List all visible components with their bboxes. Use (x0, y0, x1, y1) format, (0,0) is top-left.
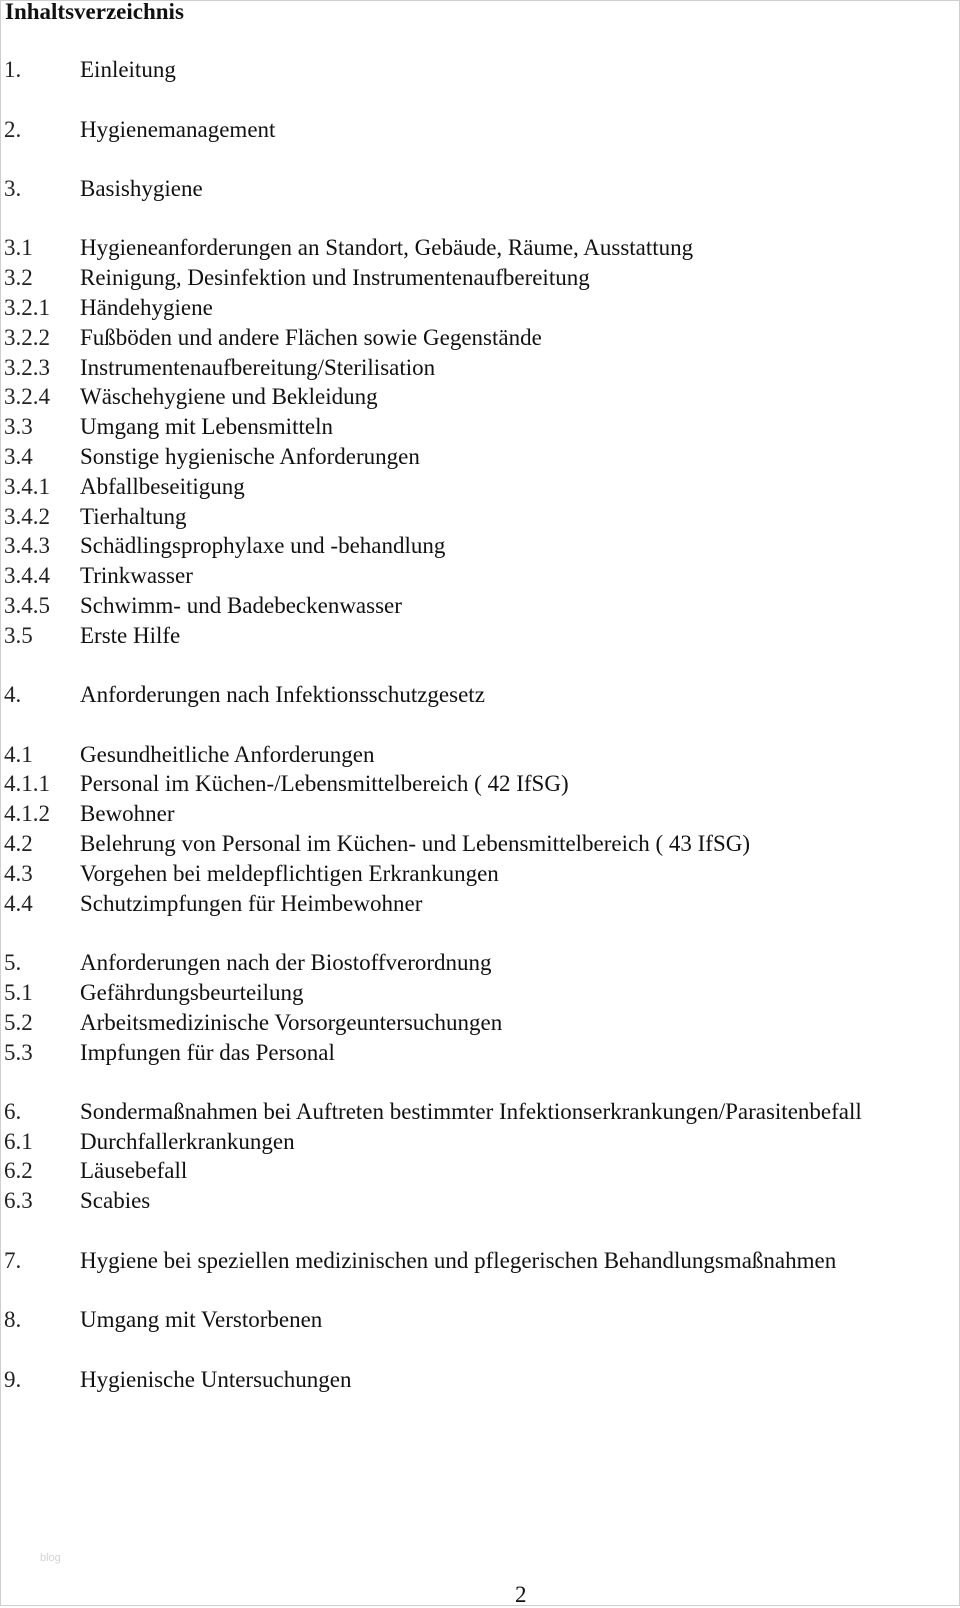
toc-title: Bewohner (80, 801, 175, 826)
toc-title: Anforderungen nach der Biostoffverordnung (80, 950, 492, 975)
toc-title: Personal im Küchen-/Lebensmittelbereich ( 42 IfSG) (80, 771, 569, 796)
toc-number: 6.3 (4, 1188, 33, 1213)
toc-number: 4.1.1 (4, 771, 50, 796)
toc-title: Reinigung, Desinfektion und Instrumentenaufbereitung (80, 265, 590, 290)
toc-title: Tierhaltung (80, 504, 187, 529)
toc-title: Fußböden und andere Flächen sowie Gegenstände (80, 325, 542, 350)
toc-title: Einleitung (80, 57, 176, 82)
toc-number: 4.3 (4, 861, 33, 886)
toc-title: Wäschehygiene und Bekleidung (80, 384, 378, 409)
toc-number: 3.4.4 (4, 563, 50, 588)
toc-number: 9. (4, 1367, 22, 1392)
toc-number: 5. (4, 950, 22, 975)
page-number: 2 (515, 1582, 527, 1607)
toc-number: 5.3 (4, 1040, 33, 1065)
toc-title: Schwimm- und Badebeckenwasser (80, 593, 402, 618)
toc-title: Basishygiene (80, 176, 203, 201)
watermark: blog (40, 1552, 61, 1564)
toc-title: Sondermaßnahmen bei Auftreten bestimmter Infektionserkrankungen/Parasitenbefall (80, 1099, 862, 1124)
toc-number: 3.4 (4, 444, 33, 469)
toc-title: Durchfallerkrankungen (80, 1129, 295, 1154)
toc-title: Hygienemanagement (80, 117, 276, 142)
toc-title: Impfungen für das Personal (80, 1040, 335, 1065)
toc-number: 3.3 (4, 414, 33, 439)
toc-number: 3. (4, 176, 22, 201)
toc-title: Vorgehen bei meldepflichtigen Erkrankungen (80, 861, 499, 886)
toc-number: 6.1 (4, 1129, 33, 1154)
toc-title: Hygiene bei speziellen medizinischen und pflegerischen Behandlungsmaßnahmen (80, 1248, 837, 1273)
toc-number: 2. (4, 117, 22, 142)
toc-number: 5.2 (4, 1010, 33, 1035)
toc-title: Händehygiene (80, 295, 213, 320)
toc-number: 4.1 (4, 742, 33, 767)
toc-title: Arbeitsmedizinische Vorsorgeuntersuchungen (80, 1010, 503, 1035)
toc-number: 4.4 (4, 891, 33, 916)
toc-number: 3.4.2 (4, 504, 50, 529)
toc-number: 3.2.2 (4, 325, 50, 350)
toc-number: 3.1 (4, 235, 33, 260)
toc-title: Umgang mit Lebensmitteln (80, 414, 333, 439)
page-title: Inhaltsverzeichnis (5, 0, 184, 24)
toc-title: Belehrung von Personal im Küchen- und Lebensmittelbereich ( 43 IfSG) (80, 831, 751, 856)
toc-number: 3.4.3 (4, 533, 50, 558)
toc-title: Scabies (80, 1188, 151, 1213)
toc-number: 5.1 (4, 980, 33, 1005)
toc-number: 3.2.1 (4, 295, 50, 320)
toc-number: 3.4.1 (4, 474, 50, 499)
toc-title: Erste Hilfe (80, 623, 181, 648)
toc-title: Läusebefall (80, 1158, 188, 1183)
toc-title: Gefährdungsbeurteilung (80, 980, 304, 1005)
toc-title: Hygienische Untersuchungen (80, 1367, 352, 1392)
toc-title: Hygieneanforderungen an Standort, Gebäude, Räume, Ausstattung (80, 235, 694, 260)
toc-number: 3.4.5 (4, 593, 50, 618)
toc-title: Anforderungen nach Infektionsschutzgesetz (80, 682, 485, 707)
toc-number: 4. (4, 682, 22, 707)
toc-number: 7. (4, 1248, 22, 1273)
toc-number: 3.2.3 (4, 355, 50, 380)
toc-number: 3.2 (4, 265, 33, 290)
toc-title: Umgang mit Verstorbenen (80, 1307, 323, 1332)
toc-number: 3.2.4 (4, 384, 50, 409)
toc-title: Gesundheitliche Anforderungen (80, 742, 375, 767)
toc-number: 1. (4, 57, 22, 82)
toc-title: Sonstige hygienische Anforderungen (80, 444, 420, 469)
toc-title: Trinkwasser (80, 563, 193, 588)
toc-title: Schutzimpfungen für Heimbewohner (80, 891, 423, 916)
toc-title: Instrumentenaufbereitung/Sterilisation (80, 355, 436, 380)
toc-number: 4.1.2 (4, 801, 50, 826)
toc-number: 8. (4, 1307, 22, 1332)
toc-number: 6. (4, 1099, 22, 1124)
toc-title: Abfallbeseitigung (80, 474, 245, 499)
toc-title: Schädlingsprophylaxe und -behandlung (80, 533, 446, 558)
toc-number: 3.5 (4, 623, 33, 648)
toc-number: 6.2 (4, 1158, 33, 1183)
toc-number: 4.2 (4, 831, 33, 856)
